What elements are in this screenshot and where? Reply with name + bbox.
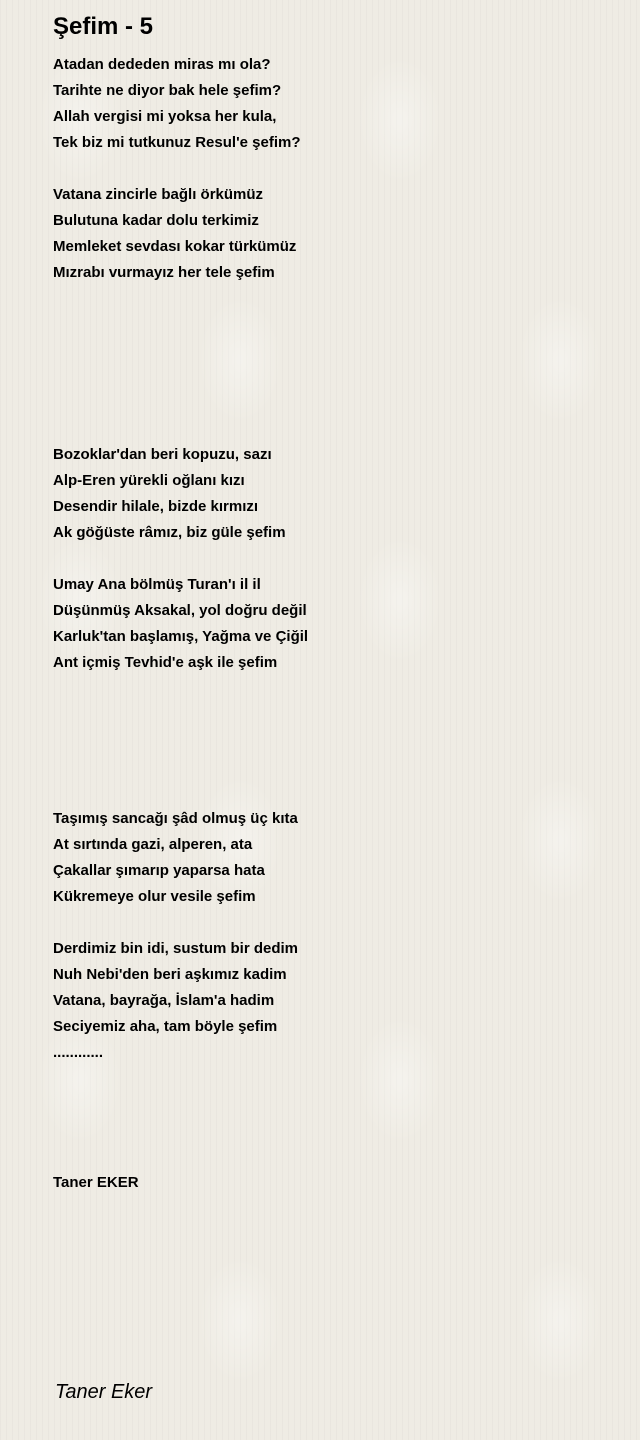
poem-line: Tek biz mi tutkunuz Resul'e şefim? — [53, 134, 301, 151]
poem-line: Derdimiz bin idi, sustum bir dedim — [53, 940, 299, 957]
poem-line — [53, 416, 613, 442]
poem-line: Ak göğüste râmız, biz güle şefim — [53, 524, 286, 541]
poem-line — [53, 390, 613, 416]
poem-line: Vatana zincirle bağlı örkümüz — [53, 186, 264, 203]
poem-line: Nuh Nebi'den beri aşkımız kadim — [53, 966, 287, 983]
poem-author-line: Taner EKER — [53, 1174, 139, 1191]
poem-body — [53, 52, 613, 1196]
poem-line — [53, 1118, 613, 1144]
poem-title: Şefim - 5 — [53, 13, 154, 40]
poem-line: Memleket sevdası kokar türkümüz — [53, 238, 297, 255]
poem-line: Atadan dededen miras mı ola? — [53, 56, 271, 73]
poem-line — [53, 1066, 613, 1092]
poem-line: Umay Ana bölmüş Turan'ı il il — [53, 576, 261, 593]
poem-line — [53, 286, 613, 312]
poem-line: Bozoklar'dan beri kopuzu, sazı — [53, 446, 272, 463]
poem-line — [53, 1092, 613, 1118]
poem-line — [53, 780, 613, 806]
poem-line — [53, 1144, 613, 1170]
poem-line: Karluk'tan başlamış, Yağma ve Çiğil — [53, 628, 309, 645]
poem-line: Mızrabı vurmayız her tele şefim — [53, 264, 275, 281]
poem-line: Kükremeye olur vesile şefim — [53, 888, 256, 905]
poem-line — [53, 338, 613, 364]
poem-line — [53, 910, 613, 936]
poem-line: Ant içmiş Tevhid'e aşk ile şefim — [53, 654, 278, 671]
poem-line: Seciyemiz aha, tam böyle şefim — [53, 1018, 278, 1035]
poem-line: Vatana, bayrağa, İslam'a hadim — [53, 992, 275, 1009]
poem-line: Bulutuna kadar dolu terkimiz — [53, 212, 259, 229]
poem-line — [53, 754, 613, 780]
poem-line — [53, 702, 613, 728]
poem-line: Çakallar şımarıp yaparsa hata — [53, 862, 265, 879]
author-signature: Taner Eker — [55, 1381, 153, 1403]
poem-line: Tarihte ne diyor bak hele şefim? — [53, 82, 282, 99]
poem-line: ............ — [53, 1044, 104, 1061]
poem-line: At sırtında gazi, alperen, ata — [53, 836, 253, 853]
poem-line: Düşünmüş Aksakal, yol doğru değil — [53, 602, 307, 619]
poem-line: Allah vergisi mi yoksa her kula, — [53, 108, 277, 125]
poem-line — [53, 676, 613, 702]
poem-line — [53, 312, 613, 338]
poem-line: Alp-Eren yürekli oğlanı kızı — [53, 472, 245, 489]
poem-line — [53, 364, 613, 390]
poem-line: Taşımış sancağı şâd olmuş üç kıta — [53, 810, 298, 827]
poem-line — [53, 728, 613, 754]
poem-line — [53, 546, 613, 572]
poem-line — [53, 156, 613, 182]
poem-line: Desendir hilale, bizde kırmızı — [53, 498, 259, 515]
